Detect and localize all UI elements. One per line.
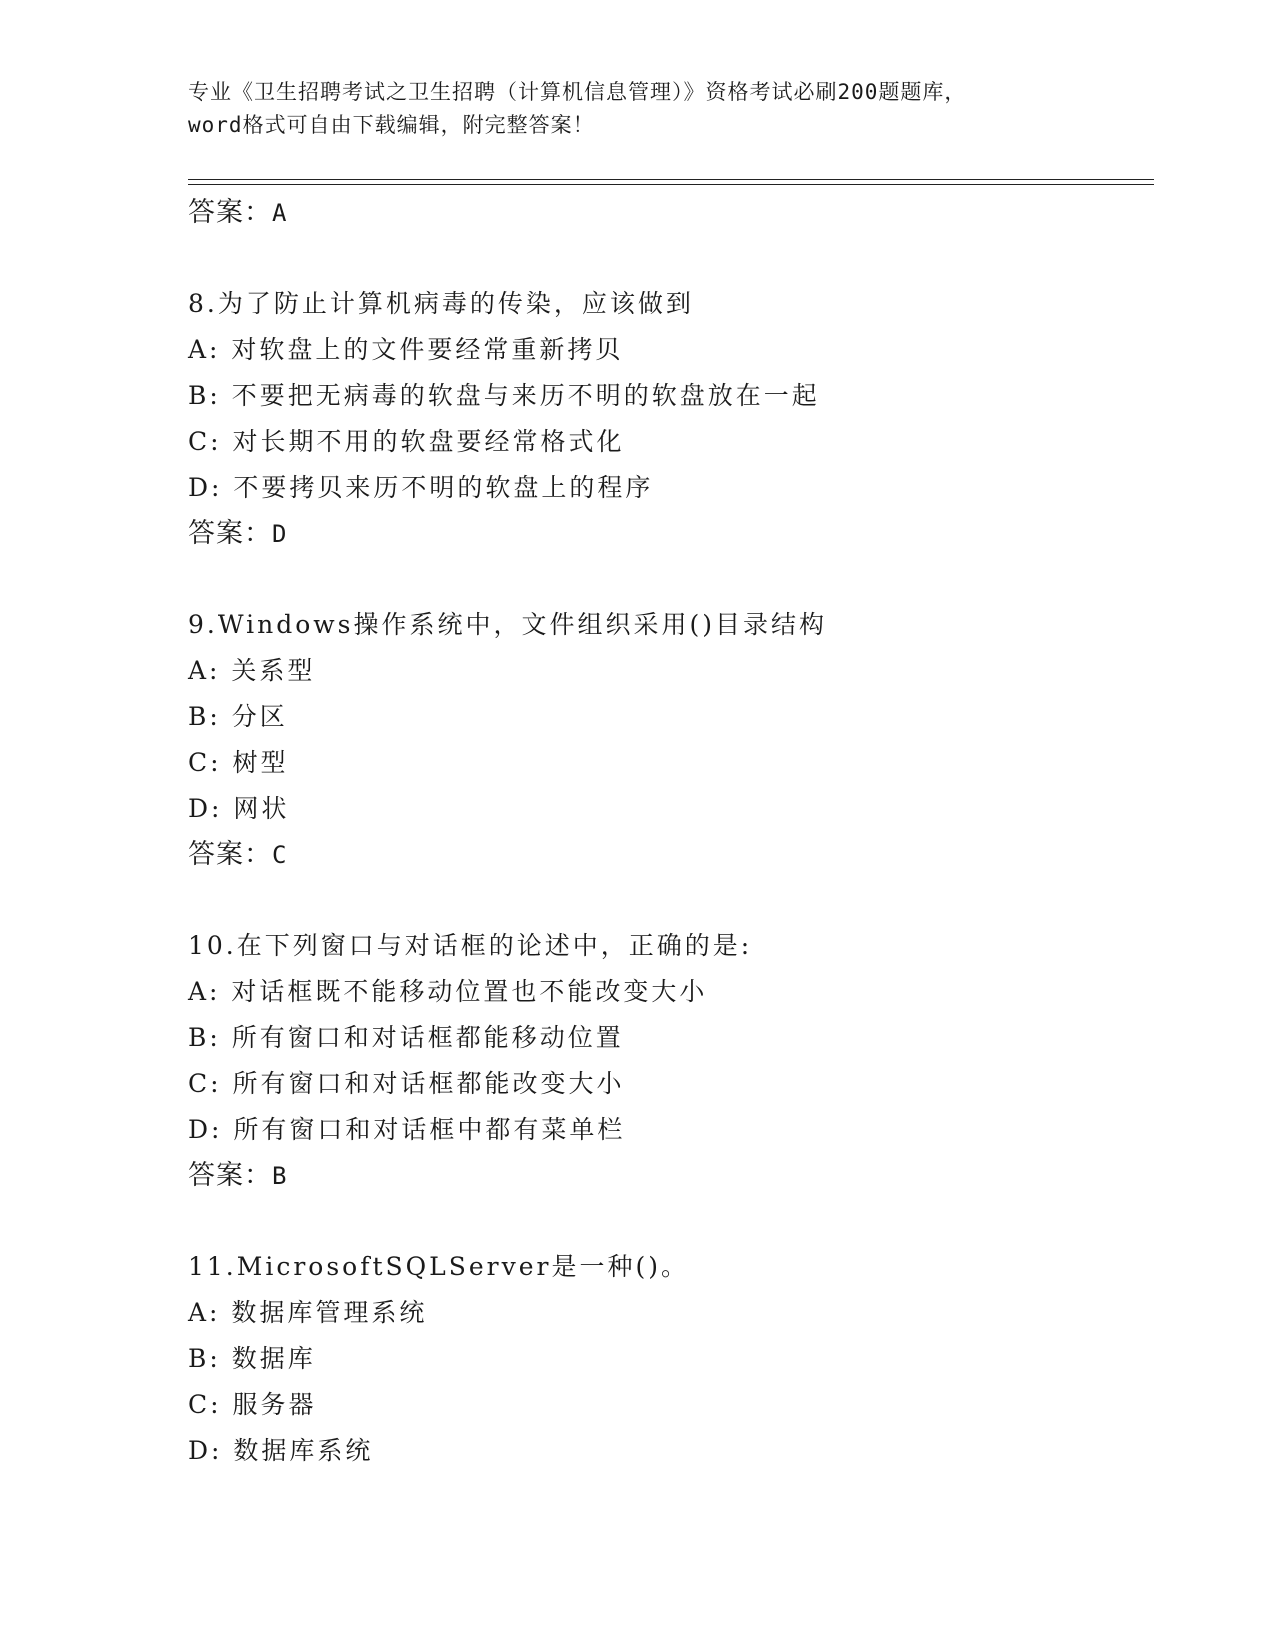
question-stem: 10.在下列窗口与对话框的论述中，正确的是:: [188, 931, 753, 960]
option-b: B: 分区: [188, 702, 288, 731]
option-d: D: 不要拷贝来历不明的软盘上的程序: [188, 473, 654, 502]
header-line-1: 专业《卫生招聘考试之卫生招聘（计算机信息管理）》资格考试必刷200题题库，: [188, 80, 967, 104]
header-rule-top: [188, 179, 1154, 180]
answer-line: [188, 511, 1148, 557]
question-list: [188, 190, 1148, 1474]
answer-label: 答案：: [188, 518, 272, 549]
option-a: A: 对话框既不能移动位置也不能改变大小: [188, 977, 708, 1006]
answer-label: 答案：: [188, 839, 272, 870]
question-block: [188, 923, 1148, 1199]
answer-value: C: [272, 841, 288, 869]
question-stem: 11.MicrosoftSQLServer是一种()。: [188, 1252, 690, 1281]
option-c: C: 所有窗口和对话框都能改变大小: [188, 1069, 625, 1098]
answer-value: D: [272, 520, 288, 548]
question-block: [188, 281, 1148, 557]
option-a: A: 数据库管理系统: [188, 1298, 428, 1327]
option-c: C: 树型: [188, 748, 289, 777]
answer-label: 答案：: [188, 197, 272, 228]
option-d: D: 数据库系统: [188, 1436, 374, 1465]
question-block: [188, 602, 1148, 878]
option-a: A: 对软盘上的文件要经常重新拷贝: [188, 335, 624, 364]
header-line-2: word格式可自由下载编辑，附完整答案！: [188, 113, 595, 137]
option-c: C: 对长期不用的软盘要经常格式化: [188, 427, 625, 456]
option-b: B: 不要把无病毒的软盘与来历不明的软盘放在一起: [188, 381, 820, 410]
answer-line: [188, 1153, 1148, 1199]
option-c: C: 服务器: [188, 1390, 317, 1419]
option-a: A: 关系型: [188, 656, 316, 685]
option-b: B: 所有窗口和对话框都能移动位置: [188, 1023, 624, 1052]
option-b: B: 数据库: [188, 1344, 316, 1373]
answer-line: [188, 832, 1148, 878]
answer-label: 答案：: [188, 1160, 272, 1191]
document-header: [188, 76, 1088, 142]
option-d: D: 所有窗口和对话框中都有菜单栏: [188, 1115, 626, 1144]
answer-value: A: [272, 199, 288, 227]
question-stem: 8.为了防止计算机病毒的传染，应该做到: [188, 289, 694, 318]
option-d: D: 网状: [188, 794, 290, 823]
answer-line: [188, 190, 1148, 236]
header-rule-bottom: [188, 184, 1154, 185]
answer-value: B: [272, 1162, 288, 1190]
question-stem: 9.Windows操作系统中，文件组织采用()目录结构: [188, 610, 827, 639]
question-block: [188, 1244, 1148, 1474]
